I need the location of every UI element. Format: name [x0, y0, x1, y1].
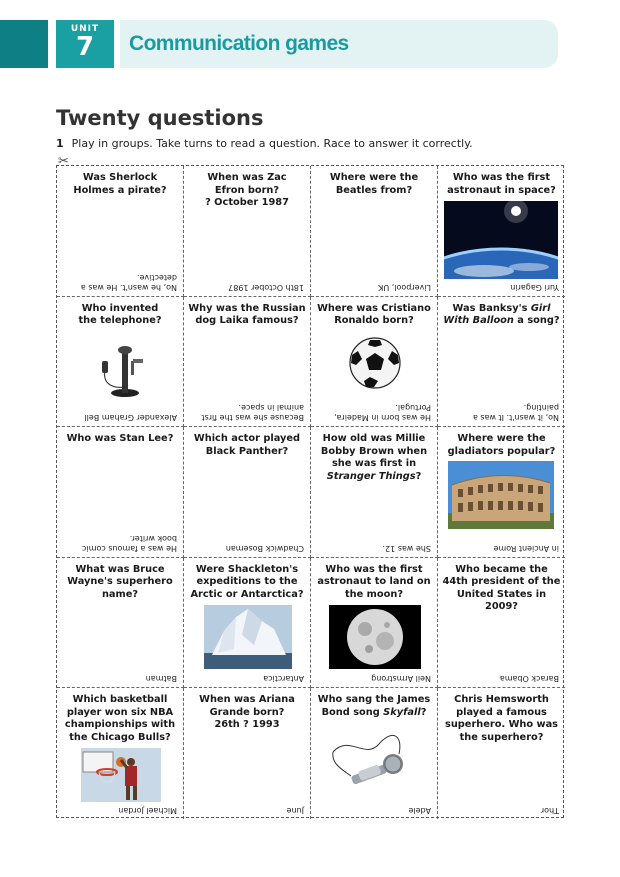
question-card[interactable]: [57, 427, 184, 558]
answer-text: Michael Jordan: [118, 805, 177, 815]
answer-text: She was 12.: [382, 543, 431, 553]
question-text: What was Bruce Wayne's superhero name?: [67, 563, 173, 600]
question-card[interactable]: [57, 688, 184, 819]
section-title: Twenty questions: [56, 106, 264, 130]
page-title: Communication games: [129, 32, 349, 55]
answer-text: Antarctica: [263, 674, 304, 684]
answer-text: Neil Armstrong: [371, 674, 431, 684]
instruction: [56, 137, 473, 150]
question-part-italic: Girl With Balloon: [443, 302, 551, 327]
question-part: Who sang the James Bond song: [317, 694, 431, 718]
question-text: Where was Cristiano Ronaldo born?: [317, 302, 431, 327]
question-text: Chris Hemsworth played a famous superhero. Who was the superhero?: [444, 694, 559, 743]
question-text: Were Shackleton's expeditions to the Arctic or Antarctica?: [190, 563, 304, 600]
question-text: [315, 433, 433, 483]
question-text: Who was Stan Lee?: [66, 433, 174, 445]
question-part: Was Banksy's: [452, 302, 531, 314]
question-line-2: ? October 1987: [205, 197, 289, 208]
question-text: Where were the gladiators popular?: [447, 433, 556, 457]
question-card[interactable]: [57, 558, 184, 689]
instruction-number: 1: [56, 137, 64, 150]
question-line-2: 26th ? 1993: [214, 719, 280, 731]
colosseum-image: [448, 461, 554, 529]
question-text: Was Sherlock Holmes a pirate?: [73, 172, 167, 196]
moon-image: [329, 605, 421, 669]
unit-label: UNIT: [70, 24, 100, 34]
question-text: [315, 694, 433, 719]
question-card[interactable]: [184, 558, 311, 689]
answer-text: Alexander Graham Bell: [84, 413, 177, 423]
answer-text: No, he wasn't. He was a detective.: [80, 272, 177, 292]
question-text: [442, 303, 561, 328]
question-text: Which actor played Black Panther?: [193, 433, 301, 457]
question-card[interactable]: [57, 297, 184, 428]
answer-text: Thor: [540, 805, 559, 815]
question-text: Who became the 44th president of the United States in 2009?: [442, 563, 561, 613]
question-card[interactable]: [57, 166, 184, 297]
basketball-dunk-image: [81, 748, 161, 802]
answer-text: He was born in Madeira, Portugal.: [334, 403, 431, 423]
question-part: ?: [420, 706, 427, 718]
question-text: Who was the first astronaut in space?: [447, 172, 556, 196]
question-card[interactable]: [438, 166, 565, 297]
question-card[interactable]: [184, 297, 311, 428]
answer-text: He was a famous comic book writer.: [82, 533, 177, 553]
question-card[interactable]: [438, 297, 565, 428]
question-text: [188, 172, 306, 210]
question-card[interactable]: [438, 688, 565, 819]
candlestick-telephone-image: [95, 341, 155, 399]
question-card[interactable]: [311, 688, 438, 819]
answer-text: Liverpool, UK: [378, 282, 431, 292]
instruction-text: Play in groups. Take turns to read a question. Race to answer it correctly.: [71, 137, 473, 150]
question-card[interactable]: [438, 558, 565, 689]
answer-text: June: [286, 805, 304, 815]
answer-text: in Ancient Rome: [493, 543, 559, 553]
question-line: When was Ariana Grande born?: [199, 694, 295, 718]
answer-text: 18th October 1987: [228, 282, 304, 292]
earth-from-space-image: [444, 201, 558, 279]
question-card[interactable]: [311, 427, 438, 558]
question-part-italic: Stranger Things: [326, 470, 416, 482]
answer-text: Batman: [145, 674, 177, 684]
title-band: [120, 20, 558, 68]
unit-number: 7: [75, 32, 95, 62]
question-text: Who invented the telephone?: [78, 302, 162, 327]
iceberg-image: [204, 605, 292, 669]
question-card[interactable]: [438, 427, 565, 558]
question-text: Why was the Russian dog Laika famous?: [188, 302, 306, 327]
football-image: [344, 335, 406, 391]
answer-text: Barack Obama: [499, 674, 559, 684]
answer-text: No, it wasn't. It was a painting.: [472, 403, 559, 423]
answer-text: Because she was the first animal in space.: [201, 403, 304, 423]
answer-text: Chadwick Boseman: [225, 543, 304, 553]
header-accent-bar: [0, 20, 48, 68]
question-text: Where were the Beatles from?: [329, 172, 419, 196]
question-card[interactable]: [311, 558, 438, 689]
answer-text: Adele: [408, 805, 431, 815]
question-text: Which basketball player won six NBA championships with the Chicago Bulls?: [64, 694, 176, 743]
question-text: Who was the first astronaut to land on the moon?: [317, 563, 431, 600]
question-card[interactable]: [184, 688, 311, 819]
question-line: When was Zac Efron born?: [207, 172, 287, 196]
question-text: [188, 694, 306, 732]
question-card[interactable]: [184, 166, 311, 297]
question-part: a song?: [513, 315, 560, 327]
question-card[interactable]: [184, 427, 311, 558]
scissors-icon: ✂: [58, 154, 69, 169]
question-card[interactable]: [311, 297, 438, 428]
question-part: How old was Millie Bobby Brown when she was first in: [320, 433, 428, 470]
question-card[interactable]: [311, 166, 438, 297]
answer-text: Yuri Gagarin: [510, 282, 559, 292]
question-part: ?: [415, 470, 422, 482]
unit-badge: [56, 20, 114, 68]
question-part-italic: Skyfall: [383, 706, 421, 718]
question-card-grid: [56, 165, 564, 818]
microphone-image: [329, 730, 421, 792]
